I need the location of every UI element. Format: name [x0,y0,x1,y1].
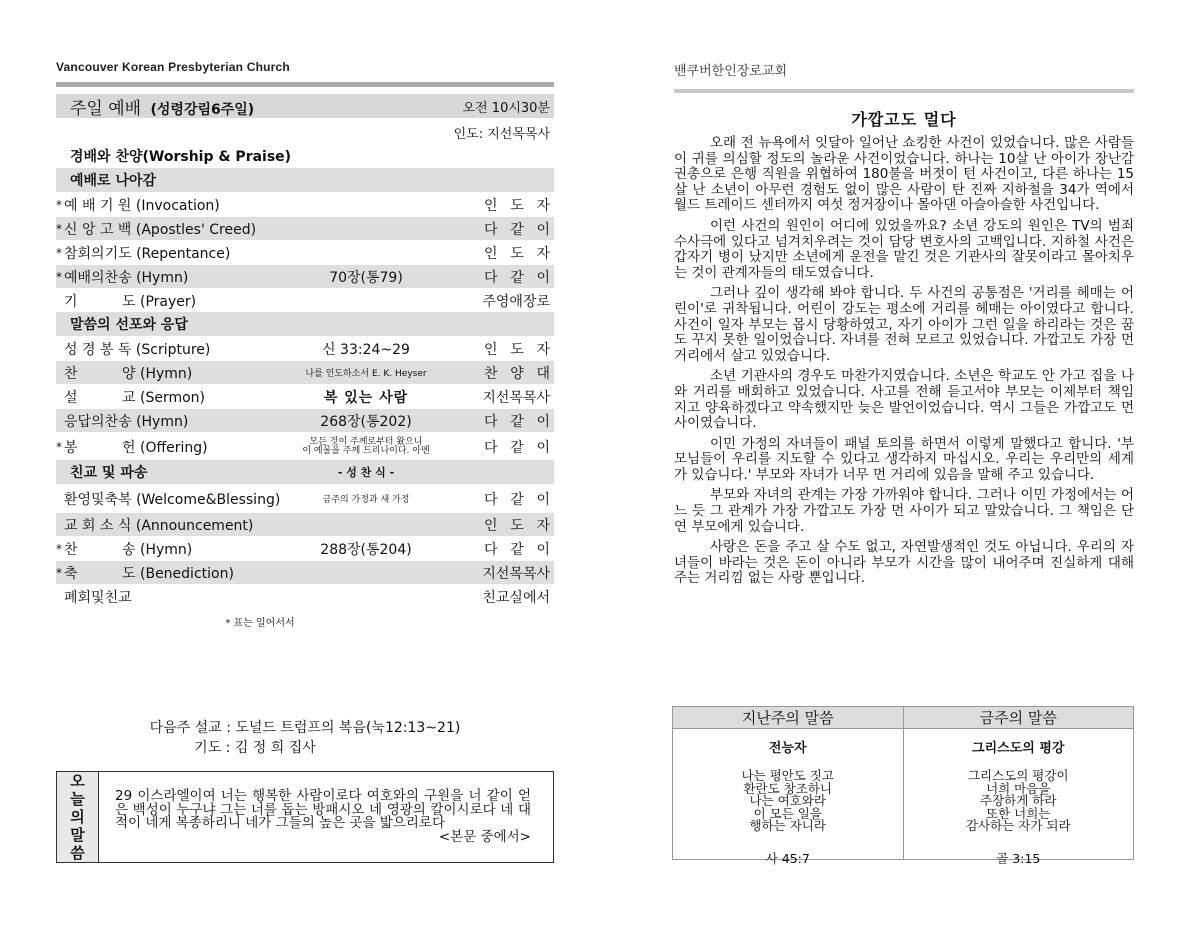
standing-mark: * [56,439,62,454]
today-word-source: <본문 중에서> [438,828,531,845]
order-item-leader [484,539,550,559]
order-item-leader [484,195,550,215]
verse-line: 환란도 창조하니 [743,780,832,796]
order-item-name: 설 교 (Sermon) [64,389,206,406]
detail-line: 복 있는 사람 [323,389,409,406]
order-item-name: 참회의기도 (Repentance) [64,245,231,262]
leader-char: 인 [484,517,498,534]
leader-char: 인 [484,245,498,262]
service-title-bar [56,94,554,118]
leader-char: 같 [510,413,524,430]
essay-paragraph: 사랑은 돈을 주고 살 수도 없고, 자연발생적인 것도 아닙니다. 우리의 자녀들이 바라는 것은 돈이 아니라 부모가 시간을 많이 내어주며 진실하게 대해주는 거리낌 없는 사랑 뿐입니다. [674,539,1134,587]
verse-line: 감사하는 자가 되라 [965,818,1071,833]
last-week-word [673,707,903,866]
essay-paragraph: 오래 전 뉴욕에서 잇달아 일어난 쇼킹한 사건이 있었습니다. 많은 사람들이 귀를 의심할 정도의 놀라운 사건이었습니다. 하나는 10살 난 아이가 장난감 권총으로 은행 직원을 위협하여 180불을 버젓이 턴 사건이고, 다른 하나는 15살 난 소년이 아무런 경험도 없이 많은 사람이 탄 진짜 지하철을 34가 역에서 월드 트레이드 센터까지 여섯 정거장이나 몰아댄 아슬아슬한 사건입니다. [674,135,1134,214]
label-char: 늘 [70,790,85,808]
detail-line: 이 예물을 주께 드리나이다. 아멘 [302,445,430,456]
order-item-name: 응답의찬송 (Hymn) [64,413,189,430]
order-item-name: 신 앙 고 백 (Apostles' Creed) [64,221,257,238]
words-subtitle: 전능자 [768,741,807,756]
order-item [56,512,554,536]
detail-line: 금주의 가정과 새 가정 [322,495,410,505]
section-note: - 성 찬 식 - [337,466,395,479]
service-leader: 인도: 지선목목사 [453,127,550,142]
left-page [56,60,554,629]
order-item-name: 찬 송 (Hymn) [64,541,193,558]
label-char: 의 [70,808,85,826]
detail-line: 신 33:24~29 [322,341,410,358]
order-section-heading [56,168,554,192]
words-reference: 골 3:15 [996,850,1041,866]
right-page [674,60,1134,592]
essay-paragraph: 이민 가정의 자녀들이 패널 토의를 하면서 이렇게 말했다고 합니다. '부모님들이 우리를 지도할 수 있다고 생각하지 마십시오. 우리는 우리만의 세계가 있습니다.' 부모와 자녀가 너무 먼 거리에 있음을 말해 주고 있습니다. [674,435,1134,483]
order-item-name: 교 회 소 식 (Announcement) [64,517,254,534]
today-word-verse: 29 이스라엘이여 너는 행복한 사람이로다 여호와의 구원을 너 같이 얻은 백성이 누구냐 그는 너를 돕는 방패시오 네 영광의 칼이시로다 네 대적이 네게 복종하리니 네가 그들의 높은 곳을 밟으리로다 [115,788,531,831]
order-item [56,216,554,240]
leader-char: 도 [510,517,524,534]
order-section-heading [56,460,554,484]
leader-char: 인 [484,341,498,358]
today-word-text [99,772,553,862]
church-header: Vancouver Korean Presbyterian Church [56,60,290,74]
detail-line: 나를 인도하소서 E. K. Heyser [305,369,427,379]
order-item-name: 환영및축복 (Welcome&Blessing) [64,491,281,508]
order-item [56,432,554,460]
verse-line: 나는 여호와라 [749,793,826,808]
leader-char: 도 [510,341,524,358]
order-item [56,408,554,432]
leader-char: 대 [536,365,550,382]
order-item-leader [484,489,550,509]
leader-char: 이 [536,541,550,558]
essay-paragraph: 이런 사건의 원인이 어디에 있었을까요? 소년 강도의 원인은 TV의 범죄수사극에 있다고 넘겨치우려는 것이 담당 변호사의 고백입니다. 지하철 사건은 갑자기 병이 났지만 소년에게 운전을 맡긴 것은 기관사의 잘못이라고 몰아치우는 것이 관계자들의 태도였습니다. [674,217,1134,281]
order-item-detail [246,411,486,431]
leader-char: 주영애장로 [482,293,550,310]
verse-line: 또한 너희는 [986,805,1051,821]
words-column-heading: 금주의 말씀 [904,707,1134,729]
label-char: 씀 [70,844,85,862]
order-section-heading [56,144,554,168]
standing-mark: * [56,197,62,212]
order-item-detail [246,339,486,359]
leader-char: 이 [536,221,550,238]
standing-mark: * [56,269,62,284]
detail-line: 모든 것이 주께로부터 왔으니 [309,436,423,447]
leader-char: 자 [536,341,550,358]
essay-paragraph: 부모와 자녀의 관계는 가장 가까워야 합니다. 그러나 이민 가정에서는 어느 듯 그 관계가 가장 가깝고도 가장 먼 사이가 되고 말았습니다. 그 책임은 단연 부모에게 있습니다. [674,487,1134,535]
leader-char: 지선목목사 [482,565,550,582]
leader-char: 자 [536,517,550,534]
order-item [56,384,554,408]
standing-mark: * [56,541,62,556]
order-item-leader [484,515,550,535]
leader-char: 자 [536,245,550,262]
section-title: 말씀의 선포와 응답 [70,317,188,333]
leader-char: 자 [536,197,550,214]
label-char: 말 [70,826,85,844]
order-item [56,288,554,312]
service-subtitle: (성령강림6주일) [150,101,255,118]
verse-line: 그리스도의 평강이 [967,768,1069,783]
right-header-rule [674,89,1134,93]
section-title: 친교 및 파송 [70,465,148,481]
order-item-name: 찬 양 (Hymn) [64,365,193,382]
service-title [70,94,254,119]
order-item-leader [484,411,550,431]
leader-char: 이 [536,269,550,286]
next-week-sermon: 다음주 설교 : 도널드 트럼프의 복음(눅12:13~21) [149,720,461,736]
order-item [56,484,554,512]
order-item [56,360,554,384]
order-item-leader [476,563,550,583]
verse-line: 주장하게 하라 [980,793,1057,808]
order-item-detail [246,267,486,287]
leader-char: 같 [510,439,524,456]
order-item-name: 기 도 (Prayer) [64,293,197,310]
leader-char: 다 [484,221,498,238]
detail-line: 268장(통202) [320,413,412,430]
order-item [56,336,554,360]
header-rule [56,82,554,87]
standing-mark: * [56,245,62,260]
order-item-leader [484,437,550,457]
section-title: 경배와 찬양(Worship & Praise) [70,149,292,165]
order-item-leader [484,267,550,287]
verse-line: 행하는 자니라 [749,818,826,833]
detail-line: 70장(통79) [329,269,403,286]
order-item-name: 성 경 봉 독 (Scripture) [64,341,211,358]
verse-line: 나는 평안도 짓고 [741,768,834,783]
leader-char: 다 [484,413,498,430]
today-word-box [56,771,554,863]
service-time: 오전 10시30분 [462,100,550,116]
order-of-worship [56,144,554,608]
leader-char: 다 [484,269,498,286]
order-item-leader [476,291,550,311]
essay-paragraph: 소년 기관사의 경우도 마찬가지였습니다. 소년은 학교도 안 가고 집을 나와 거리를 배회하고 있었습니다. 사고를 전해 듣고서야 부모는 이제부터 책임지고 양육하겠다고 약속했지만 늦은 발언이었습니다. 역시 그들은 가깝고도 먼 사이였습니다. [674,368,1134,432]
leader-char: 도 [510,245,524,262]
order-item-name: 축 도 (Benediction) [64,565,234,582]
order-item [56,584,554,608]
words-verse [966,770,1071,833]
leader-char: 같 [510,491,524,508]
today-word-label [57,772,99,862]
leader-char: 도 [510,197,524,214]
detail-line: 288장(통204) [320,541,412,558]
order-item-leader [484,339,550,359]
leader-char: 같 [510,221,524,238]
order-item-leader [484,363,550,383]
order-item-leader [484,219,550,239]
words-reference: 사 45:7 [765,850,810,866]
leader-char: 지선목목사 [482,389,550,406]
verse-line: 이 모든 일을 [753,805,822,821]
leader-char: 양 [510,365,524,382]
leader-char: 이 [536,413,550,430]
leader-char: 다 [484,491,498,508]
order-item-leader [476,587,550,607]
label-char: 오 [70,772,85,790]
words-column-heading: 지난주의 말씀 [673,707,903,729]
order-item [56,264,554,288]
section-title: 예배로 나아감 [70,173,157,189]
essay-paragraph: 그러나 깊이 생각해 봐야 합니다. 두 사건의 공통점은 '거리를 헤매는 어린이'로 귀착됩니다. 어린이 강도는 평소에 거리를 헤매는 아이였다고 합니다. 사건이 일자 부모는 몹시 당황하였고, 자기 아이가 그런 일을 하리라는 것은 꿈도 꾸지 못한 일이었습니다. 자녀를 전혀 모르고 있었습니다. 가깝고도 가장 먼 거리에서 살고 있었습니다. [674,285,1134,364]
words-table [672,706,1134,866]
order-item-detail [246,438,486,456]
order-item-name: 폐회및친교 [64,589,132,606]
order-item [56,560,554,584]
verse-line: 너희 마음을 [986,780,1051,796]
order-item-name: 예배의찬송 (Hymn) [64,269,189,286]
leader-char: 인 [484,197,498,214]
next-week-info [56,718,554,758]
next-week-prayer: 기도 : 김 정 희 집사 [194,740,316,756]
this-week-word [903,707,1134,866]
order-item-name: 예 배 기 원 (Invocation) [64,197,220,214]
service-name: 주일 예배 [70,98,142,119]
order-section-heading [56,312,554,336]
order-item-name: 봉 헌 (Offering) [64,439,208,456]
leader-char: 이 [536,491,550,508]
star-note: * 표는 일어서서 [225,618,295,629]
essay-body [674,136,1134,587]
order-item-detail [246,539,486,559]
essay-title: 가깝고도 멀다 [851,110,957,129]
leader-char: 찬 [484,365,498,382]
order-item-detail [246,387,486,407]
words-verse [742,770,834,833]
leader-char: 다 [484,541,498,558]
order-item [56,192,554,216]
leader-char: 같 [510,269,524,286]
order-item-detail [246,492,486,505]
right-page-header: 밴쿠버한인장로교회 [674,64,788,79]
leader-char: 친교실에서 [482,589,550,606]
leader-char: 이 [536,439,550,456]
standing-mark: * [56,221,62,236]
words-subtitle: 그리스도의 평강 [972,741,1065,756]
order-item-leader [476,387,550,407]
leader-char: 같 [510,541,524,558]
leader-char: 다 [484,439,498,456]
order-item-leader [484,243,550,263]
standing-mark: * [56,565,62,580]
order-item-detail [246,366,486,379]
order-item [56,240,554,264]
order-item [56,536,554,560]
